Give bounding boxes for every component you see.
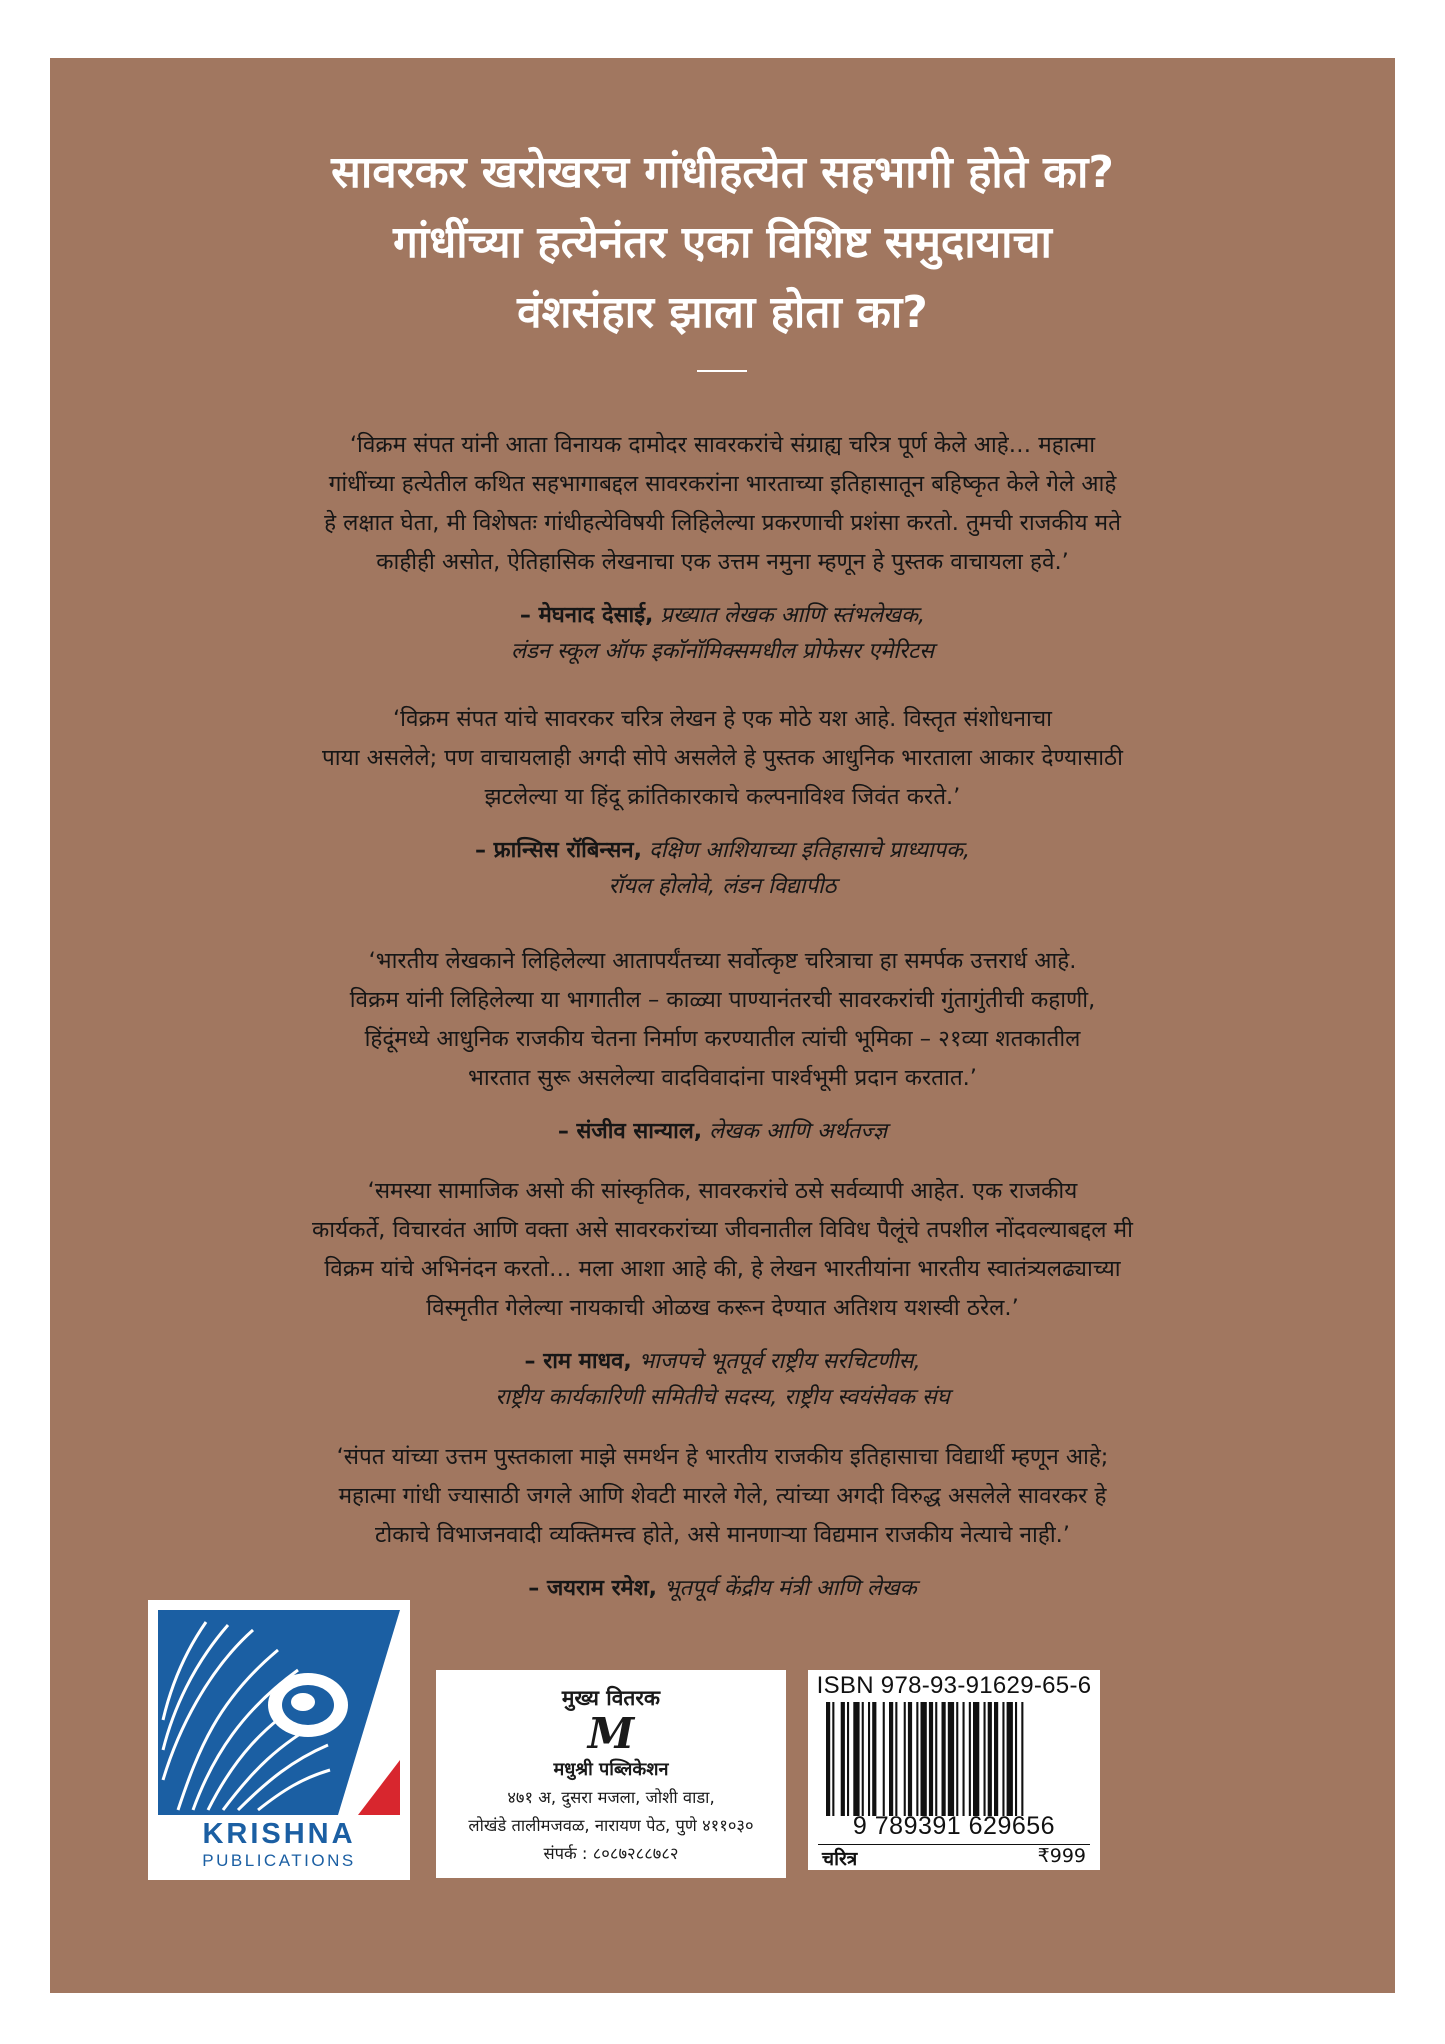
- distributor-mark: M: [587, 1709, 635, 1758]
- barcode-bar: [1007, 1702, 1013, 1816]
- barcode-bar: [935, 1702, 937, 1816]
- quote-line: ‘विक्रम संपत यांनी आता विनायक दामोदर सावरकरांचे संग्राह्य चरित्र पूर्ण केले आहे… महात्मा: [349, 432, 1096, 458]
- attribution-dash: –: [519, 603, 539, 628]
- barcode-bar: [889, 1702, 893, 1816]
- author-name: राम माधव,: [543, 1349, 632, 1374]
- distributor-box: [436, 1670, 786, 1878]
- barcode-bar: [994, 1702, 998, 1816]
- distributor-address: लोखंडे तालीमजवळ, नारायण पेठ, पुणे ४११०३०: [468, 1816, 754, 1835]
- publisher-logo: [148, 1600, 410, 1880]
- publisher-name: KRISHNA: [202, 1818, 356, 1850]
- quote-line: भारतात सुरू असलेल्या वादविवादांना पार्श्वभूमी प्रदान करतात.’: [468, 1065, 977, 1091]
- distributor-name: मधुश्री पब्लिकेशन: [553, 1759, 669, 1780]
- distributor-contact: संपर्क : ८०८७२८८७८२: [543, 1844, 679, 1863]
- author-name: संजीव सान्याल,: [576, 1119, 703, 1144]
- author-role: दक्षिण आशियाच्या इतिहासाचे प्राध्यापक,: [648, 838, 971, 863]
- quote-block: [50, 426, 1395, 670]
- isbn-label: ISBN 978-93-91629-65-6: [816, 1672, 1092, 1699]
- quote-line: काहीही असोत, ऐतिहासिक लेखनाचा एक उत्तम नमुना म्हणून हे पुस्तक वाचायला हवे.’: [376, 549, 1069, 575]
- author-name: जयराम रमेश,: [546, 1576, 658, 1601]
- author-name: मेघनाद देसाई,: [538, 603, 654, 628]
- quote-line: विक्रम यांचे अभिनंदन करतो… मला आशा आहे की, हे लेखन भारतीयांना भारतीय स्वातंत्र्यलढ्याच्या: [324, 1256, 1121, 1282]
- attribution-dash: –: [474, 838, 494, 863]
- author-name: फ्रान्सिस रॉबिन्सन,: [493, 838, 642, 863]
- author-role: भाजपचे भूतपूर्व राष्ट्रीय सरचिटणीस,: [638, 1349, 921, 1374]
- quote-line: कार्यकर्ते, विचारवंत आणि वक्ता असे सावरकरांच्या जीवनातील विविध पैलूंचे तपशील नोंदवल्याबद्दल मी: [312, 1217, 1133, 1243]
- barcode-bar: [984, 1702, 986, 1816]
- barcode-bar: [963, 1702, 965, 1816]
- quote-block: [50, 942, 1395, 1150]
- barcode-bar: [948, 1702, 954, 1816]
- quote-line: विक्रम यांनी लिहिलेल्या या भागातील – काळ्या पाण्यानंतरची सावरकरांची गुंतागुंतीची कहाणी,: [349, 987, 1096, 1013]
- distributor-address: ४७१ अ, दुसरा मजला, जोशी वाडा,: [507, 1788, 715, 1807]
- author-role: भूतपूर्व केंद्रीय मंत्री आणि लेखक: [664, 1576, 917, 1601]
- quote-line: गांधींच्या हत्येतील कथित सहभागाबद्दल सावरकरांना भारताच्या इतिहासातून बहिष्कृत केले गेले आहे: [328, 471, 1117, 497]
- quote-line: पाया असलेले; पण वाचायलाही अगदी सोपे असलेले हे पुस्तक आधुनिक भारताला आकार देण्यासाठी: [322, 745, 1123, 771]
- barcode-bar: [841, 1702, 845, 1816]
- attribution: [50, 1344, 1395, 1416]
- barcode-bar: [929, 1702, 933, 1816]
- peacock-feather-icon: [158, 1610, 400, 1815]
- attribution-dash: –: [557, 1119, 577, 1144]
- author-role: राष्ट्रीय कार्यकारिणी समितीचे सदस्य, राष्ट्रीय स्वयंसेवक संघ: [495, 1385, 950, 1410]
- barcode-bar: [868, 1702, 870, 1816]
- barcode-bar: [883, 1702, 885, 1816]
- isbn-box: [808, 1670, 1100, 1870]
- barcode-bar: [942, 1702, 946, 1816]
- barcode-digits: 9 789391 629656: [852, 1812, 1056, 1840]
- barcode-bar: [916, 1702, 918, 1816]
- author-role: लंडन स्कूल ऑफ इकॉनॉमिक्समधील प्रोफेसर एमेरिटस: [511, 639, 934, 664]
- quote-block: [50, 700, 1395, 905]
- headline: [50, 138, 1395, 348]
- divider: [697, 370, 747, 372]
- barcode-bar: [988, 1702, 992, 1816]
- quote-line: विस्मृतीत गेलेल्या नायकाची ओळख करून देण्यात अतिशय यशस्वी ठरेल.’: [426, 1295, 1019, 1321]
- quote-line: ‘विक्रम संपत यांचे सावरकर चरित्र लेखन हे एक मोठे यश आहे. विस्तृत संशोधनाचा: [393, 706, 1052, 732]
- barcode-bar: [1015, 1702, 1017, 1816]
- barcode-bar: [921, 1702, 927, 1816]
- genre-label: चरित्र: [822, 1848, 858, 1870]
- quote-line: टोकाचे विभाजनवादी व्यक्तिमत्त्व होते, असे मानणाऱ्या विद्यमान राजकीय नेत्याचे नाही.’: [375, 1522, 1070, 1548]
- quote-line: ‘समस्या सामाजिक असो की सांस्कृतिक, सावरकरांचे ठसे सर्वव्यापी आहेत. एक राजकीय: [367, 1178, 1078, 1204]
- barcode-bar: [853, 1702, 859, 1816]
- barcode-bar: [862, 1702, 864, 1816]
- author-role: लेखक आणि अर्थतज्ज्ञ: [709, 1119, 888, 1144]
- author-role: प्रख्यात लेखक आणि स्तंभलेखक,: [660, 603, 926, 628]
- barcode-bar: [973, 1702, 979, 1816]
- attribution: [50, 598, 1395, 670]
- isbn-footer: [818, 1844, 1090, 1871]
- quote-block: [50, 1172, 1395, 1416]
- attribution-dash: –: [528, 1576, 547, 1601]
- quote-line: ‘संपत यांच्या उत्तम पुस्तकाला माझे समर्थन हे भारतीय राजकीय इतिहासाचा विद्यार्थी म्हणून आहे;: [336, 1444, 1109, 1470]
- barcode-bar: [1021, 1702, 1023, 1816]
- headline-line: गांधींच्या हत्येनंतर एका विशिष्ट समुदायाचा: [393, 217, 1052, 268]
- barcode-bar: [826, 1702, 830, 1816]
- quote-line: हे लक्षात घेता, मी विशेषतः गांधीहत्येविषयी लिहिलेल्या प्रकरणाची प्रशंसा करतो. तुमची राजकीय मते: [324, 510, 1121, 536]
- barcode-bar: [832, 1702, 834, 1816]
- headline-line: वंशसंहार झाला होता का?: [517, 287, 928, 338]
- quote-line: झटलेल्या या हिंदू क्रांतिकारकाचे कल्पनाविश्व जिवंत करते.’: [484, 784, 961, 810]
- barcode-bar: [847, 1702, 849, 1816]
- attribution: [50, 833, 1395, 905]
- barcode-bar: [956, 1702, 958, 1816]
- barcode-bar: [908, 1702, 912, 1816]
- quote-line: हिंदूंमध्ये आधुनिक राजकीय चेतना निर्माण करण्यातील त्यांची भूमिका – २१व्या शतकातील: [364, 1026, 1081, 1052]
- quote-block: [50, 1438, 1395, 1607]
- quote-line: महात्मा गांधी ज्यासाठी जगले आणि शेवटी मारले गेले, त्यांच्या अगदी विरुद्ध असलेले सावरकर हे: [338, 1483, 1107, 1509]
- price-label: ₹999: [1037, 1845, 1086, 1867]
- barcode-bar: [904, 1702, 906, 1816]
- barcode-bar: [895, 1702, 897, 1816]
- attribution: [50, 1114, 1395, 1150]
- barcode: [826, 1702, 1088, 1816]
- distributor-title: मुख्य वितरक: [561, 1686, 661, 1710]
- quote-line: ‘भारतीय लेखकाने लिहिलेल्या आतापर्यंतच्या सर्वोत्कृष्ट चरित्राचा हा समर्पक उत्तरार्ध आहे.: [368, 948, 1077, 974]
- headline-line: सावरकर खरोखरच गांधीहत्येत सहभागी होते का?: [331, 147, 1114, 198]
- publisher-sub: PUBLICATIONS: [202, 1851, 356, 1870]
- logo-text: [148, 1818, 410, 1872]
- barcode-bar: [969, 1702, 971, 1816]
- attribution-dash: –: [524, 1349, 544, 1374]
- barcode-bar: [1002, 1702, 1004, 1816]
- author-role: रॉयल होलोवे, लंडन विद्यापीठ: [608, 874, 837, 899]
- barcode-bar: [872, 1702, 876, 1816]
